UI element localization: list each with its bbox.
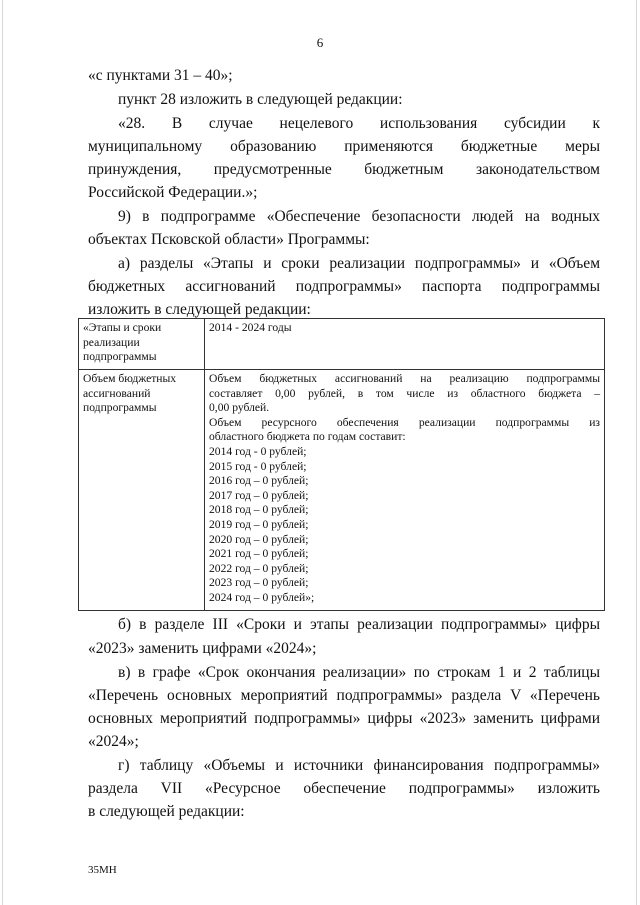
year-line: 2022 год – 0 рублей; [209, 561, 309, 575]
year-line: 2014 год - 0 рублей; [209, 444, 307, 458]
table-row [79, 319, 605, 370]
budget-text-line: составляет 0,00 рублей, в том числе из областного бюджета – [209, 386, 600, 400]
footer-code: 35МН [88, 864, 117, 876]
text-line: г) таблицу «Объемы и источники финансирования подпрограммы» [118, 757, 600, 774]
text-line: Российской Федерации.»; [88, 184, 258, 201]
text-line: основных мероприятий подпрограммы» цифры «2023» заменить цифрами [88, 710, 600, 727]
text-line: «28. В случае нецелевого использования субсидии к [118, 115, 600, 132]
budget-text-line: Объем ресурсного обеспечения реализации подпрограммы из [209, 415, 600, 429]
year-line: 2016 год – 0 рублей; [209, 474, 309, 488]
year-line: 2023 год – 0 рублей; [209, 576, 309, 590]
table-cell-stages-label: «Этапы и сроки реализации подпрограммы [79, 319, 205, 370]
text-line: объектах Псковской области» Программы: [88, 231, 370, 248]
text-line: а) разделы «Этапы и сроки реализации подпрограммы» и «Объем [118, 255, 600, 272]
text-line: «с пунктами 31 – 40»; [88, 67, 233, 84]
table-cell-budget-value [205, 370, 605, 611]
page-edge-right [636, 0, 637, 905]
year-line: 2019 год – 0 рублей; [209, 517, 309, 531]
table-cell-stages-value: 2014 - 2024 годы [205, 319, 605, 370]
text-line: «Перечень основных мероприятий подпрограммы» раздела V «Перечень [88, 687, 600, 704]
budget-text-line: областного бюджета по годам составит: [209, 430, 406, 444]
budget-text-line: 0,00 рублей. [209, 401, 270, 415]
year-line: 2021 год – 0 рублей; [209, 547, 309, 561]
year-line: 2018 год – 0 рублей; [209, 503, 309, 517]
passport-table [78, 318, 605, 611]
text-line: 9) в подпрограмме «Обеспечение безопасности людей на водных [118, 208, 600, 225]
text-line: раздела VII «Ресурсное обеспечение подпрограммы» изложить [88, 780, 600, 797]
page-number: 6 [316, 35, 324, 50]
text-line: пункт 28 изложить в следующей редакции: [118, 91, 403, 108]
table-cell-budget-label: Объем бюджетных ассигнований подпрограммы [79, 370, 205, 611]
text-line: в следующей редакции: [88, 803, 245, 820]
text-line: бюджетных ассигнований подпрограммы» паспорта подпрограммы [88, 278, 600, 295]
year-line: 2020 год – 0 рублей; [209, 532, 309, 546]
table-row [79, 370, 605, 611]
text-line: «2024»; [88, 733, 139, 750]
text-line: принуждения, предусмотренные бюджетным законодательством [88, 161, 600, 178]
text-line: муниципальному образованию применяются бюджетные меры [88, 138, 600, 155]
budget-text-line: Объем бюджетных ассигнований на реализацию подпрограммы [209, 372, 600, 385]
year-line: 2015 год - 0 рублей; [209, 459, 307, 473]
year-line: 2024 год – 0 рублей»; [209, 590, 315, 604]
text-line: изложить в следующей редакции: [88, 301, 311, 318]
text-line: б) в разделе III «Сроки и этапы реализации подпрограммы» цифры [118, 616, 600, 633]
text-line: в) в графе «Срок окончания реализации» по строкам 1 и 2 таблицы [118, 664, 600, 681]
text-line: «2023» заменить цифрами «2024»; [88, 640, 317, 657]
year-line: 2017 год – 0 рублей; [209, 488, 309, 502]
page-edge-left [2, 0, 3, 905]
